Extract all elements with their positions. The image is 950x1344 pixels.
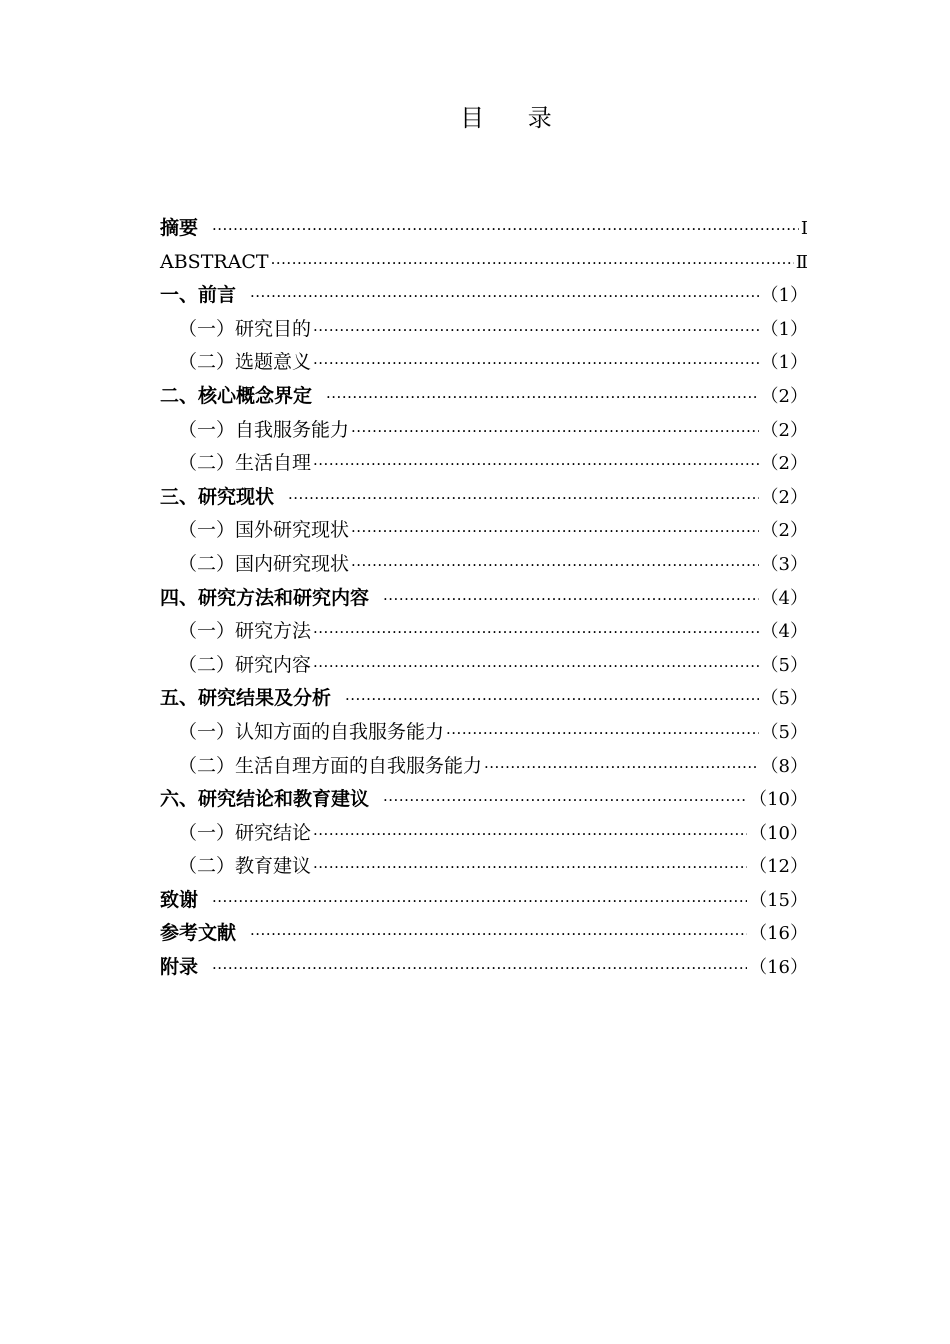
toc-entry-subsection[interactable] (160, 649, 808, 683)
toc-entry-page: （10） (749, 822, 808, 844)
toc-entry-label: （一）自我服务能力 (178, 418, 350, 441)
toc-entry-label: ABSTRACT (160, 250, 269, 273)
toc-entry-subsection[interactable] (160, 548, 808, 582)
toc-entry-label: （一）国外研究现状 (178, 519, 350, 542)
toc-entry-label: 三、研究现状 (160, 485, 275, 508)
toc-dot-leader (313, 347, 759, 381)
toc-entry-subsection[interactable] (160, 817, 808, 851)
toc-dot-leader (250, 280, 759, 314)
toc-entry-subsection[interactable] (160, 313, 808, 347)
toc-dot-leader (484, 751, 759, 785)
toc-entry-page: （1） (760, 285, 808, 307)
toc-dot-leader (288, 482, 759, 516)
toc-dot-leader (212, 952, 747, 986)
toc-entry-label: （一）研究目的 (178, 317, 312, 340)
toc-entry-page: （5） (760, 654, 808, 676)
toc-entry-subsection[interactable] (160, 414, 808, 448)
toc-entry-label: （一）研究方法 (178, 620, 312, 643)
toc-entry-page: （2） (760, 453, 808, 475)
toc-entry-page: （4） (760, 587, 808, 609)
toc-dot-leader (313, 616, 759, 650)
toc-dot-leader (383, 784, 747, 818)
toc-entry-subsection[interactable] (160, 447, 808, 481)
toc-dot-leader (250, 918, 747, 952)
toc-entry-page: Ⅰ (800, 218, 808, 239)
toc-entry-page: （3） (760, 553, 808, 575)
toc-dot-leader (212, 213, 799, 247)
toc-entry-page: （10） (749, 789, 808, 811)
toc-dot-leader (313, 314, 759, 348)
toc-entry-page: （16） (749, 957, 808, 979)
toc-dot-leader (313, 818, 747, 852)
toc-entry-abstract-en[interactable] (160, 246, 808, 280)
toc-entry-acknowledgements[interactable] (160, 884, 808, 918)
toc-entry-label: 二、核心概念界定 (160, 384, 313, 407)
table-of-contents (160, 212, 808, 985)
toc-entry-label: 附录 (160, 956, 199, 979)
toc-entry-label: 摘要 (160, 217, 199, 239)
toc-entry-section-3[interactable] (160, 481, 808, 515)
toc-dot-leader (271, 247, 794, 281)
toc-entry-page: （4） (760, 621, 808, 643)
toc-entry-label: （二）生活自理 (178, 452, 312, 475)
toc-entry-label: （二）选题意义 (178, 351, 312, 374)
toc-dot-leader (351, 415, 759, 449)
toc-dot-leader (313, 851, 747, 885)
toc-entry-page: （16） (749, 923, 808, 945)
toc-dot-leader (351, 549, 759, 583)
toc-entry-label: 四、研究方法和研究内容 (160, 586, 370, 609)
toc-dot-leader (326, 381, 759, 415)
toc-entry-section-2[interactable] (160, 380, 808, 414)
toc-entry-subsection[interactable] (160, 615, 808, 649)
toc-entry-label: 六、研究结论和教育建议 (160, 788, 370, 811)
toc-entry-subsection[interactable] (160, 346, 808, 380)
toc-dot-leader (313, 448, 759, 482)
toc-dot-leader (383, 583, 759, 617)
toc-entry-references[interactable] (160, 917, 808, 951)
toc-dot-leader (345, 683, 759, 717)
toc-entry-subsection[interactable] (160, 514, 808, 548)
toc-entry-label: 五、研究结果及分析 (160, 687, 332, 710)
toc-entry-subsection[interactable] (160, 850, 808, 884)
toc-entry-page: （5） (760, 688, 808, 710)
page-title: 目 录 (460, 104, 570, 132)
toc-entry-page: （2） (760, 486, 808, 508)
toc-entry-label: 一、前言 (160, 284, 237, 307)
toc-entry-page: （2） (760, 385, 808, 407)
toc-entry-section-1[interactable] (160, 279, 808, 313)
toc-entry-label: （二）教育建议 (178, 855, 312, 878)
toc-entry-label: 参考文献 (160, 922, 237, 945)
toc-entry-section-5[interactable] (160, 682, 808, 716)
toc-entry-page: （1） (760, 352, 808, 374)
toc-entry-abstract-cn[interactable] (160, 212, 808, 246)
toc-entry-page: （2） (760, 520, 808, 542)
toc-entry-label: （二）研究内容 (178, 653, 312, 676)
toc-dot-leader (446, 717, 759, 751)
toc-entry-page: （1） (760, 318, 808, 340)
toc-entry-label: （二）国内研究现状 (178, 552, 350, 575)
toc-entry-section-4[interactable] (160, 582, 808, 616)
toc-entry-label: 致谢 (160, 888, 199, 911)
toc-entry-page: （12） (749, 856, 808, 878)
toc-entry-subsection[interactable] (160, 750, 808, 784)
toc-dot-leader (212, 885, 747, 919)
toc-dot-leader (313, 650, 759, 684)
toc-entry-label: （二）生活自理方面的自我服务能力 (178, 754, 483, 777)
toc-entry-page: Ⅱ (795, 251, 808, 273)
toc-entry-appendix[interactable] (160, 951, 808, 985)
toc-entry-label: （一）认知方面的自我服务能力 (178, 720, 445, 743)
toc-entry-subsection[interactable] (160, 716, 808, 750)
toc-entry-page: （8） (760, 755, 808, 777)
toc-entry-label: （一）研究结论 (178, 821, 312, 844)
toc-entry-section-6[interactable] (160, 783, 808, 817)
toc-entry-page: （15） (749, 889, 808, 911)
toc-entry-page: （5） (760, 721, 808, 743)
toc-dot-leader (351, 515, 759, 549)
toc-entry-page: （2） (760, 419, 808, 441)
